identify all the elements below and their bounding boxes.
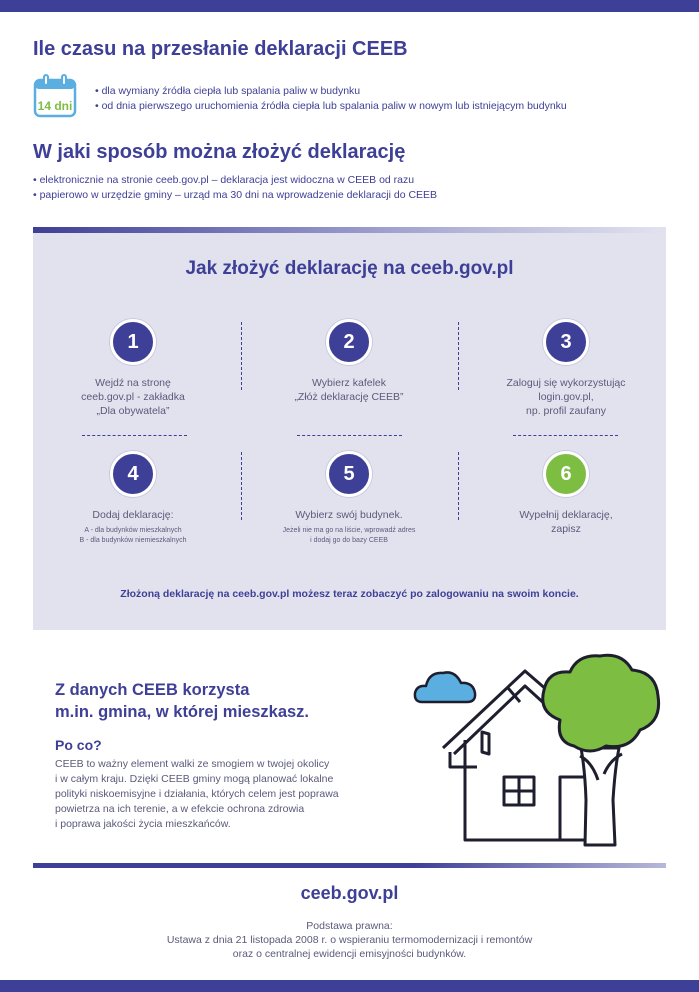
- step-text: Dodaj deklarację: A - dla budynków mieszkalnych B - dla budynków niemieszkalnych: [43, 508, 223, 546]
- divider: [82, 435, 187, 436]
- house-illustration: [410, 650, 670, 850]
- panel-accent-bar: [33, 227, 666, 233]
- step-number: 4: [110, 451, 156, 497]
- step-text: Wybierz kafelek „Złóż deklarację CEEB”: [294, 377, 404, 403]
- howto-panel: [33, 227, 666, 630]
- step-number: 6: [543, 451, 589, 497]
- step-5: [259, 451, 439, 546]
- divider: [297, 435, 402, 436]
- time-bullets: [95, 84, 567, 114]
- step-3: [476, 319, 656, 418]
- step-subtext: A - dla budynków mieszkalnych B - dla budynków niemieszkalnych: [79, 527, 187, 544]
- step-number: 1: [110, 319, 156, 365]
- time-heading: Ile czasu na przesłanie deklaracji CEEB: [33, 38, 408, 60]
- step-number: 5: [326, 451, 372, 497]
- step-text: Wypełnij deklarację, zapisz: [519, 509, 613, 535]
- step-text: Wejdź na stronę ceeb.gov.pl - zakładka „Dla obywatela”: [81, 377, 185, 417]
- panel-title: Jak złożyć deklarację na ceeb.gov.pl: [185, 258, 514, 279]
- step-4: [43, 451, 223, 546]
- step-text: Wybierz swój budynek. Jeżeli nie ma go na liście, wprowadź adres i dodaj go do bazy CEEB: [259, 508, 439, 546]
- divider: [458, 452, 459, 520]
- step-number: 3: [543, 319, 589, 365]
- step-number: 2: [326, 319, 372, 365]
- divider: [241, 452, 242, 520]
- divider: [458, 322, 459, 390]
- way-bullet: • elektronicznie na stronie ceeb.gov.pl – deklaracja jest widoczna w CEEB od razu: [33, 174, 415, 186]
- time-bullet: • dla wymiany źródła ciepła lub spalania paliw w budynku: [95, 85, 361, 97]
- footer-site-link[interactable]: ceeb.gov.pl: [300, 883, 399, 903]
- calendar-icon: [33, 74, 77, 118]
- way-bullet: • papierowo w urzędzie gminy – urząd ma 30 dni na wprowadzenie deklaracji do CEEB: [33, 189, 438, 201]
- cloud-icon: [415, 672, 475, 702]
- way-bullets: [33, 173, 437, 203]
- panel-note: Złożoną deklarację na ceeb.gov.pl możesz teraz zobaczyć po zalogowaniu na swoim koncie.: [120, 588, 579, 600]
- divider: [241, 322, 242, 390]
- step-subtext: Jeżeli nie ma go na liście, wprowadź adres i dodaj go do bazy CEEB: [282, 527, 416, 544]
- bottom-accent-bar: [0, 980, 699, 992]
- gmina-body: CEEB to ważny element walki ze smogiem w twojej okolicy i w całym kraju. Dzięki CEEB gminy mogą planować lokalne polityki niskoemisyjne i działania, których celem jest poprawa powietrza na ich terenie, a w efekcie ochrona zdrowia i poprawa jakości życia mieszkańców.: [55, 758, 339, 830]
- step-6: [476, 451, 656, 536]
- top-accent-bar: [0, 0, 699, 12]
- step-2: [259, 319, 439, 404]
- divider: [513, 435, 618, 436]
- gmina-heading: Z danych CEEB korzysta m.in. gmina, w której mieszkasz.: [55, 681, 310, 721]
- legal-basis: Podstawa prawna: Ustawa z dnia 21 listopada 2008 r. o wspieraniu termomodernizacji i remontów oraz o centralnej ewidencji emisyjności budynków.: [166, 920, 533, 960]
- way-heading: W jaki sposób można złożyć deklarację: [33, 141, 406, 163]
- footer-rule: [33, 863, 666, 868]
- step-text: Zaloguj się wykorzystując login.gov.pl, np. profil zaufany: [506, 377, 626, 417]
- step-1: [43, 319, 223, 418]
- time-bullet: • od dnia pierwszego uruchomienia źródła ciepła lub spalania paliw w nowym lub istniejącym budynku: [95, 100, 567, 112]
- calendar-label: 14 dni: [37, 99, 73, 113]
- gmina-subheading: Po co?: [55, 737, 102, 753]
